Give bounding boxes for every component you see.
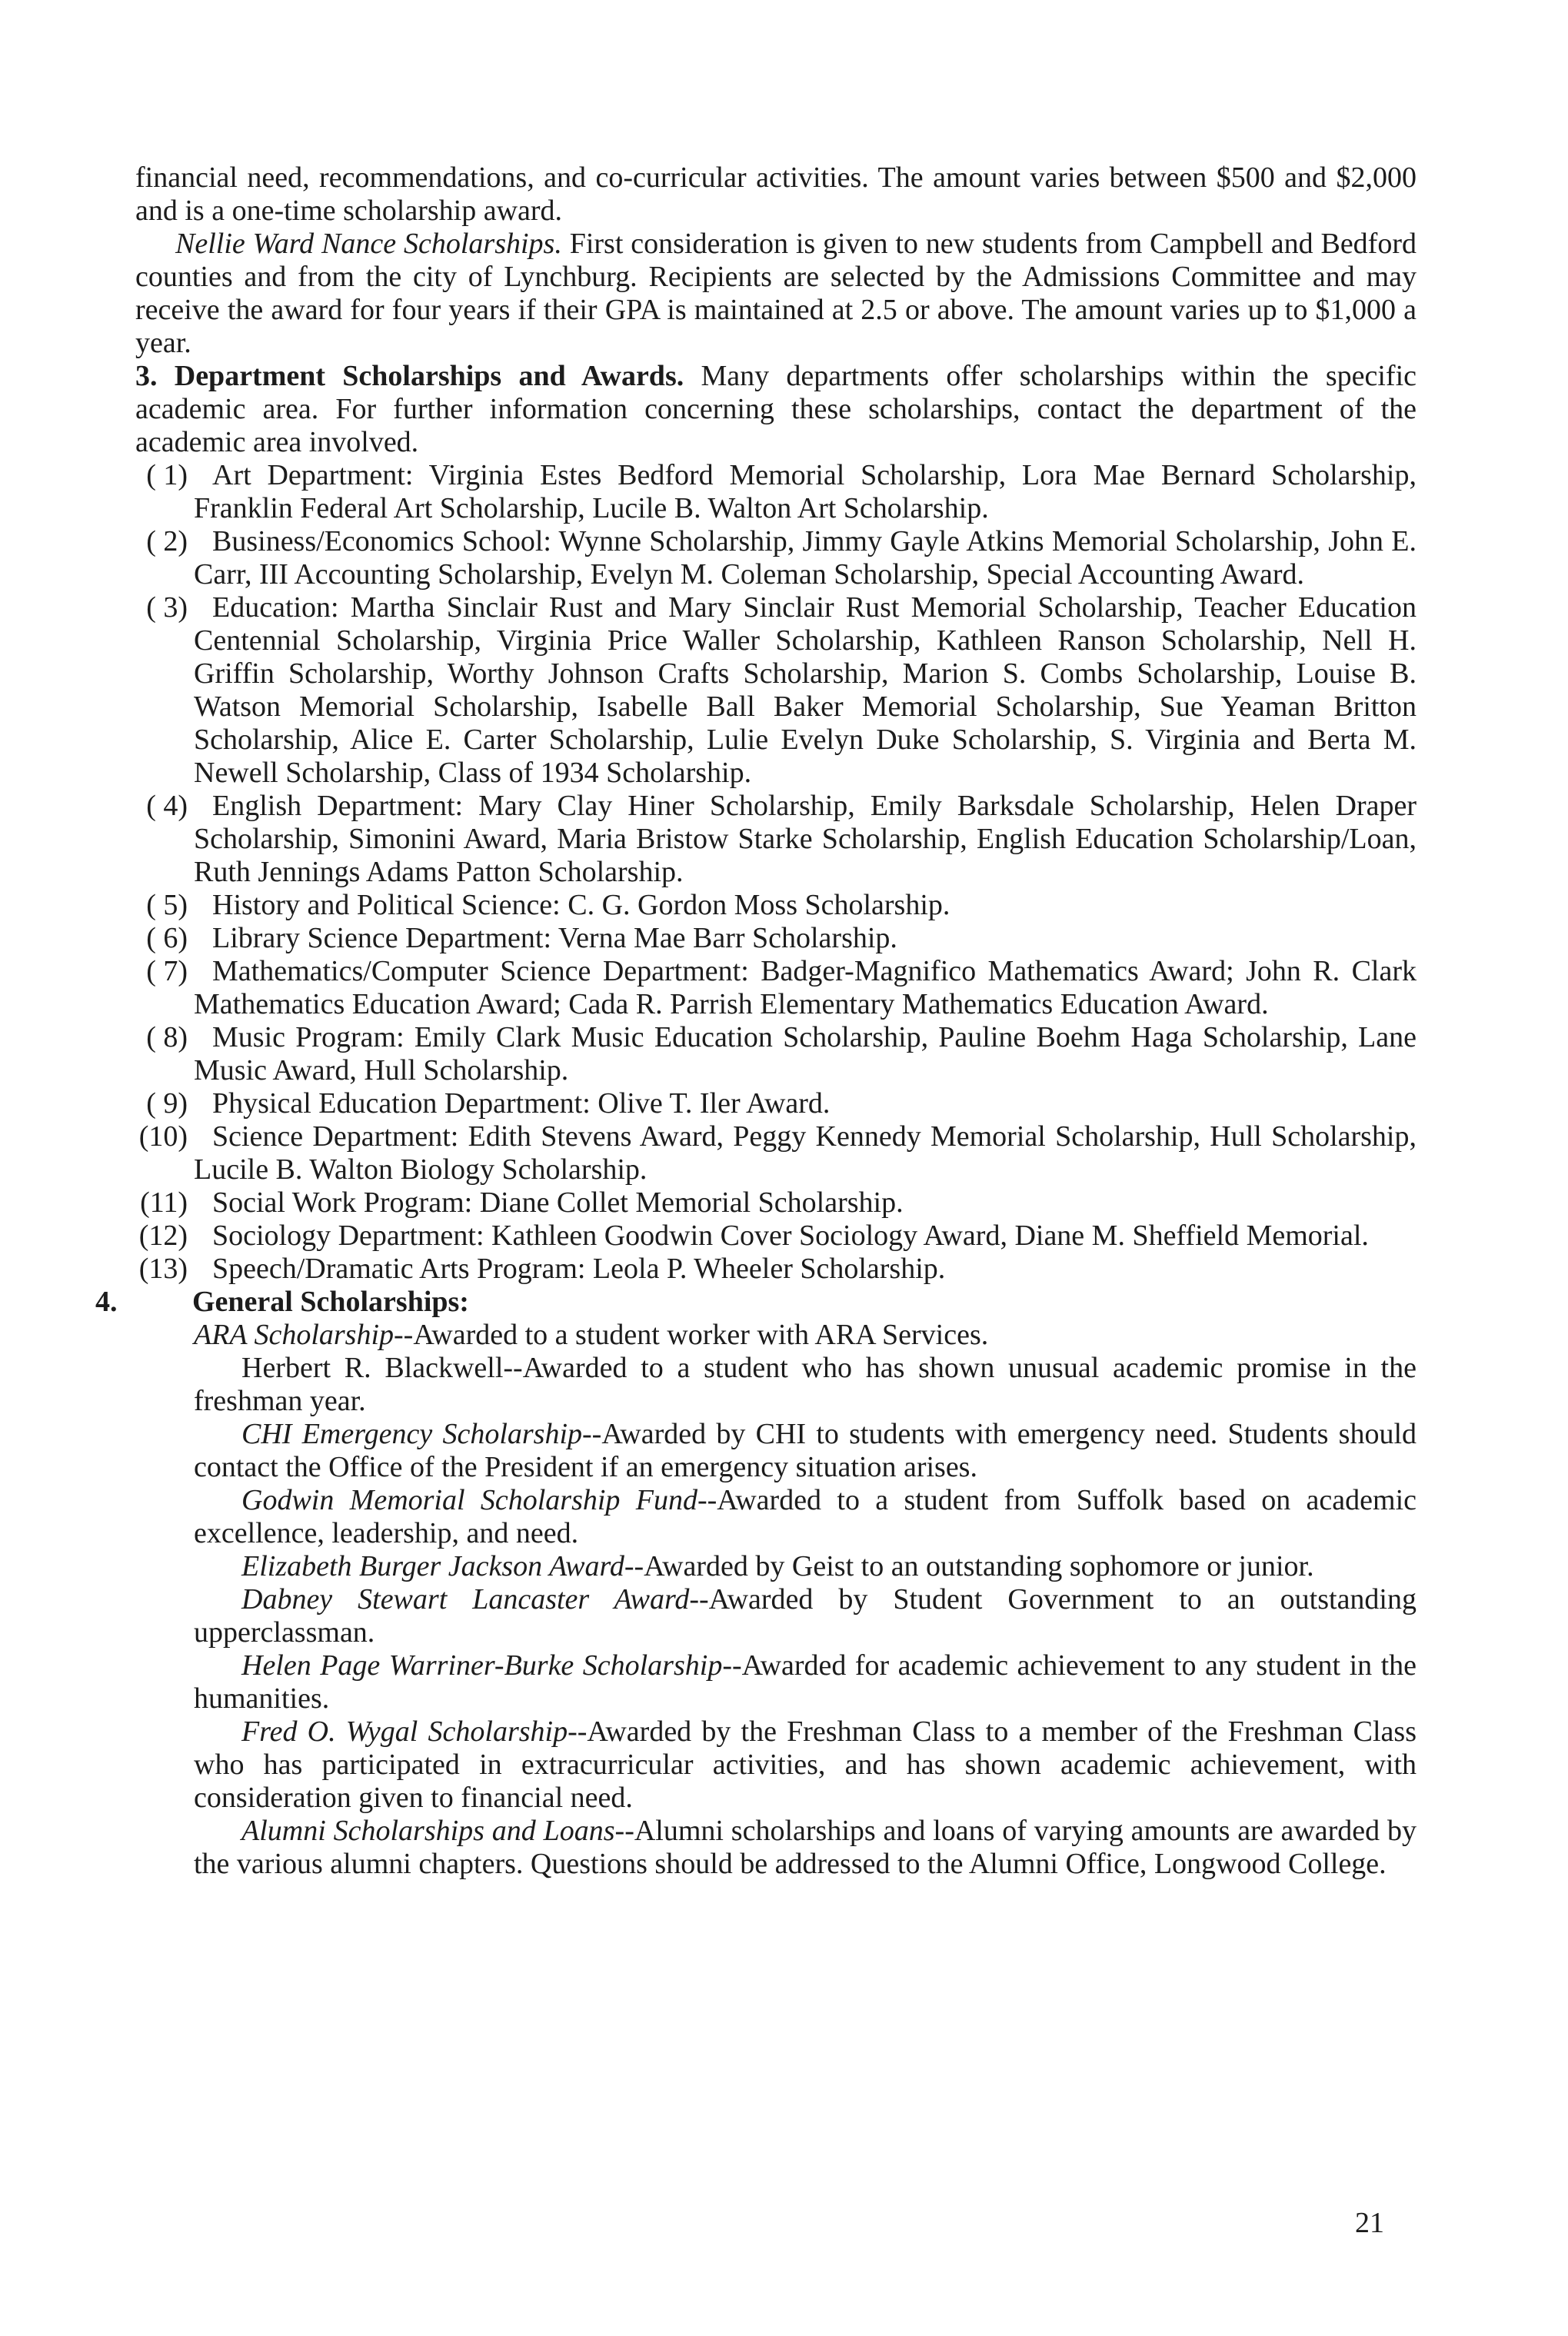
section-3-number: 3. [135, 360, 158, 392]
scholarship-description: --Awarded by the Freshman Class to a member of the Freshman Class who has participated in extracurricular activities, and has shown academic achievement, with consideration given to financial need. [194, 1715, 1417, 1814]
department-entry-text: Speech/Dramatic Arts Program: Leola P. Wheeler Scholarship. [212, 1253, 946, 1285]
intro-paragraph: financial need, recommendations, and co-curricular activities. The amount varies between $500 and $2,000 and is a one-time scholarship award. [135, 161, 1417, 227]
department-entry-number: (10) [138, 1120, 188, 1153]
nance-title: Nellie Ward Nance Scholarships. [175, 228, 562, 260]
scholarship-description: --Awarded by CHI to students with emergency need. Students should contact the Office of the President if an emergency situation arises. [194, 1418, 1417, 1483]
department-entry-text: Social Work Program: Diane Collet Memorial Scholarship. [212, 1186, 904, 1219]
department-entry-number: ( 7) [146, 955, 188, 987]
department-entry-text: Business/Economics School: Wynne Scholarship, Jimmy Gayle Atkins Memorial Scholarship, John E. Carr, III Accounting Scholarship, Evelyn M. Coleman Scholarship, Special Accounting Award. [194, 525, 1417, 591]
department-entry-text: Mathematics/Computer Science Department: Badger-Magnifico Mathematics Award; John R. Clark Mathematics Education Award; Cada R. Parrish Elementary Mathematics Education Award. [194, 955, 1417, 1020]
scholarship-description: --Awarded for academic achievement to any student in the humanities. [194, 1649, 1417, 1715]
nance-paragraph [135, 228, 1417, 360]
scholarship-name: Alumni Scholarships and Loans [241, 1815, 615, 1847]
department-entry-text: Music Program: Emily Clark Music Education Scholarship, Pauline Boehm Haga Scholarship, Lane Music Award, Hull Scholarship. [194, 1021, 1417, 1086]
department-entry-text: Art Department: Virginia Estes Bedford Memorial Scholarship, Lora Mae Bernard Scholarship, Franklin Federal Art Scholarship, Lucile B. Walton Art Scholarship. [194, 459, 1417, 524]
general-scholarship-entry [135, 1550, 1417, 1583]
department-entry [135, 790, 1417, 889]
scholarship-name: Elizabeth Burger Jackson Award [241, 1550, 624, 1582]
department-entry [135, 1220, 1417, 1253]
general-scholarship-entry [135, 1352, 1417, 1418]
department-entry-number: ( 1) [146, 459, 188, 491]
scholarship-name: Godwin Memorial Scholarship Fund [241, 1484, 697, 1516]
department-entry-text: Library Science Department: Verna Mae Barr Scholarship. [212, 922, 897, 954]
section-3-body: Many departments offer scholarships within the specific academic area. For further information concerning these scholarships, contact the department of the academic area involved. [135, 360, 1417, 458]
department-entry [135, 591, 1417, 790]
department-entry-text: Education: Martha Sinclair Rust and Mary Sinclair Rust Memorial Scholarship, Teacher Education Centennial Scholarship, Virginia Price Waller Scholarship, Kathleen Ranson Scholarship, Nell H. Griffin Scholarship, Worthy Johnson Crafts Scholarship, Marion S. Combs Scholarship, Louise B. Watson Memorial Scholarship, Isabelle Ball Baker Memorial Scholarship, Sue Yeaman Britton Scholarship, Alice E. Carter Scholarship, Lulie Evelyn Duke Scholarship, S. Virginia and Berta M. Newell Scholarship, Class of 1934 Scholarship. [194, 591, 1417, 789]
department-entry [135, 922, 1417, 955]
department-entry-number: ( 4) [146, 790, 188, 822]
department-entry-text: English Department: Mary Clay Hiner Scholarship, Emily Barksdale Scholarship, Helen Draper Scholarship, Simonini Award, Maria Bristow Starke Scholarship, English Education Scholarship/Loan, Ruth Jennings Adams Patton Scholarship. [194, 790, 1417, 888]
general-scholarship-entry [135, 1484, 1417, 1550]
department-entry [135, 1120, 1417, 1186]
general-scholarship-list [135, 1319, 1417, 1881]
scholarship-name: CHI Emergency Scholarship [241, 1418, 583, 1450]
department-entry [135, 1253, 1417, 1286]
scholarship-description: --Alumni scholarships and loans of varying amounts are awarded by the various alumni chapters. Questions should be addressed to the Alumni Office, Longwood College. [194, 1815, 1417, 1880]
scholarship-name: Fred O. Wygal Scholarship [241, 1715, 568, 1748]
department-entry [135, 1087, 1417, 1120]
department-entry-number: (12) [138, 1220, 188, 1252]
scholarship-description: --Awarded to a student worker with ARA Services. [394, 1319, 989, 1351]
department-entry [135, 525, 1417, 591]
department-entry-number: ( 6) [146, 922, 188, 954]
department-entry [135, 459, 1417, 525]
scholarship-description: --Awarded to a student who has shown unusual academic promise in the freshman year. [194, 1352, 1417, 1417]
nance-body: First consideration is given to new students from Campbell and Bedford counties and from the city of Lynchburg. Recipients are selected by the Admissions Committee and may receive the award for four years if their GPA is maintained at 2.5 or above. The amount varies up to $1,000 a year. [135, 228, 1417, 359]
department-entry-number: (11) [140, 1186, 188, 1219]
general-scholarship-entry [135, 1815, 1417, 1881]
department-entry-text: History and Political Science: C. G. Gordon Moss Scholarship. [212, 889, 950, 921]
section-4 [95, 1286, 1417, 1319]
department-entry-number: ( 3) [146, 591, 188, 624]
scholarship-name: Helen Page Warriner-Burke Scholarship [241, 1649, 723, 1682]
section-3-title: Department Scholarships and Awards. [174, 360, 684, 392]
scholarship-description: --Awarded to a student from Suffolk based on academic excellence, leadership, and need. [194, 1484, 1417, 1549]
department-entry-number: ( 5) [146, 889, 188, 921]
page-text [95, 161, 1417, 1881]
department-entry [135, 1186, 1417, 1220]
general-scholarship-entry [135, 1649, 1417, 1715]
page-number: 21 [1355, 2207, 1384, 2239]
scholarship-description: --Awarded by Student Government to an outstanding upperclassman. [194, 1583, 1417, 1649]
general-scholarship-entry [135, 1319, 1417, 1352]
section-4-title: General Scholarships: [192, 1286, 469, 1318]
general-scholarship-entry [135, 1583, 1417, 1649]
scholarship-name: Dabney Stewart Lancaster Award [241, 1583, 690, 1616]
department-entry-text: Science Department: Edith Stevens Award, Peggy Kennedy Memorial Scholarship, Hull Scholarship, Lucile B. Walton Biology Scholarship. [194, 1120, 1417, 1186]
scholarship-description: --Awarded by Geist to an outstanding sophomore or junior. [624, 1550, 1314, 1582]
scholarship-name: ARA Scholarship [194, 1319, 394, 1351]
department-entry-text: Physical Education Department: Olive T. Iler Award. [212, 1087, 831, 1120]
department-entry-text: Sociology Department: Kathleen Goodwin Cover Sociology Award, Diane M. Sheffield Memorial. [212, 1220, 1369, 1252]
department-entry [135, 955, 1417, 1021]
department-entry-number: ( 8) [146, 1021, 188, 1053]
general-scholarship-entry [135, 1715, 1417, 1815]
department-entry [135, 889, 1417, 922]
department-list [135, 459, 1417, 1286]
section-4-number: 4. [95, 1286, 118, 1318]
department-entry-number: ( 9) [146, 1087, 188, 1120]
general-scholarship-entry [135, 1418, 1417, 1484]
department-entry-number: ( 2) [146, 525, 188, 557]
section-3 [135, 360, 1417, 459]
scholarship-name: Herbert R. Blackwell [241, 1352, 504, 1384]
department-entry-number: (13) [138, 1253, 188, 1285]
department-entry [135, 1021, 1417, 1087]
